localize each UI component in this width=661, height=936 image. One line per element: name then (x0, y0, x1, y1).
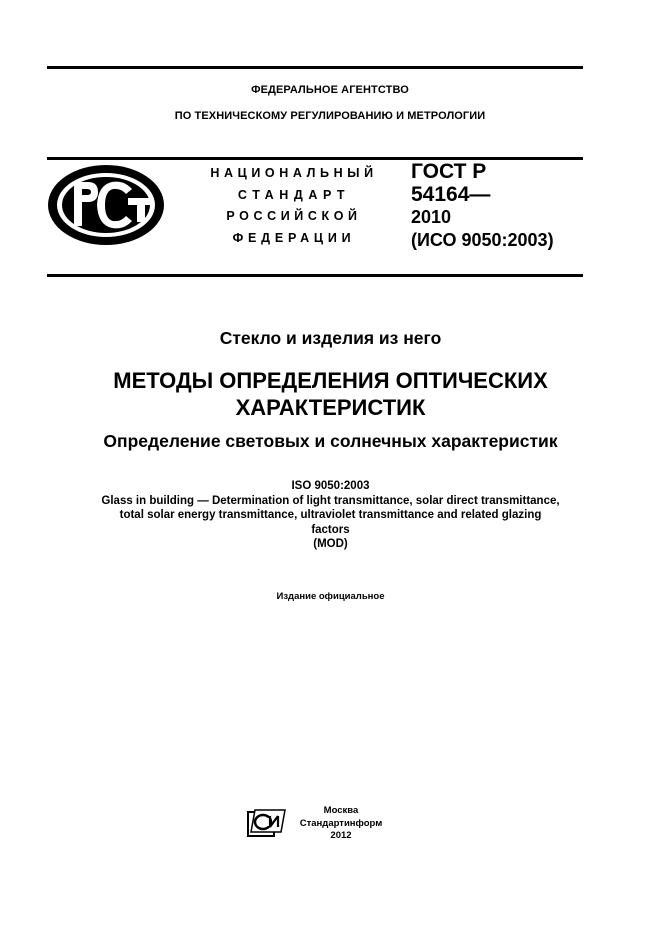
document-subject: Стекло и изделия из него (219, 328, 442, 348)
national-standard-label (205, 163, 383, 249)
standard-designation (411, 160, 554, 252)
standartinform-logo-icon (247, 809, 287, 837)
iso-title-line1: Glass in building — Determination of light transmittance, solar direct transmittance, (101, 494, 560, 507)
publisher-city: Москва (323, 805, 359, 816)
iso-code: ISO 9050:2003 (291, 480, 370, 492)
document-title (0, 367, 661, 421)
top-rule (47, 66, 583, 69)
document-subtitle: Определение световых и солнечных характеристик (103, 431, 558, 451)
national-standard-line2: СТАНДАРТ (237, 187, 351, 202)
document-title-line2: ХАРАКТЕРИСТИК (235, 395, 426, 420)
iso-title-line2: total solar energy transmittance, ultraviolet transmittance and related glazing (119, 509, 542, 521)
designation-line3: 2010 (411, 207, 452, 227)
publisher-name: Стандартинформ (299, 817, 383, 829)
publisher-imprint (296, 805, 386, 843)
designation-line1: ГОСТ Р (411, 160, 487, 183)
iso-modification: (MOD) (313, 538, 348, 550)
document-title-line1: МЕТОДЫ ОПРЕДЕЛЕНИЯ ОПТИЧЕСКИХ (113, 368, 548, 393)
agency-name-line1: ФЕДЕРАЛЬНОЕ АГЕНТСТВО (251, 84, 409, 96)
national-standard-line1: НАЦИОНАЛЬНЫЙ (210, 166, 378, 180)
bottom-rule (47, 274, 583, 277)
iso-title-line3: factors (311, 523, 350, 536)
designation-line4: (ИСО 9050:2003) (411, 230, 554, 250)
agency-name-line2: ПО ТЕХНИЧЕСКОМУ РЕГУЛИРОВАНИЮ И МЕТРОЛОГИИ (174, 110, 486, 122)
national-standard-line3: РОССИЙСКОЙ (226, 209, 362, 223)
edition-label: Издание официальное (276, 591, 385, 602)
publication-year: 2012 (330, 830, 352, 841)
rst-certification-mark-icon (44, 160, 174, 250)
national-standard-line4: ФЕДЕРАЦИИ (232, 230, 356, 245)
iso-reference (0, 479, 661, 552)
designation-line2: 54164— (411, 183, 491, 206)
